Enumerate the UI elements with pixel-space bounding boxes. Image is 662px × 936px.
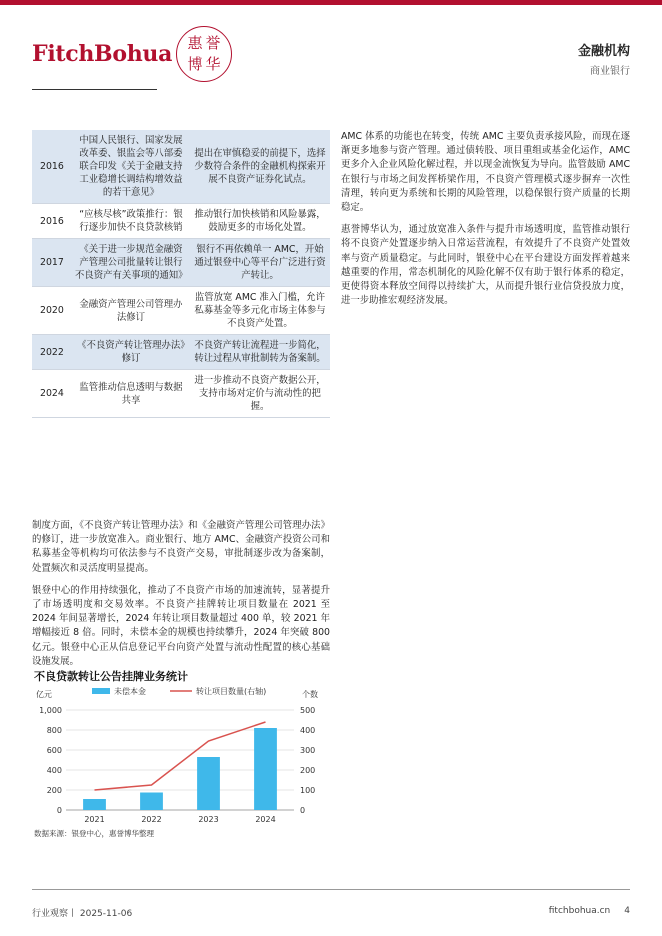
policy-timeline-table xyxy=(32,130,330,418)
legend-label: 转让项目数量(右轴) xyxy=(196,687,267,696)
bar xyxy=(197,757,220,810)
y-left-tick-label: 1,000 xyxy=(39,706,62,715)
table-cell-impact: 推动银行加快核销和风险暴露，鼓励更多的市场化处置。 xyxy=(190,204,330,239)
table-cell-year: 2016 xyxy=(32,130,72,204)
header-section xyxy=(578,40,630,77)
table-cell-year: 2016 xyxy=(32,204,72,239)
header-title: 金融机构 xyxy=(577,44,630,59)
bar xyxy=(254,728,277,810)
paragraph: AMC 体系的功能也在转变，传统 AMC 主要负责承接风险，而现在逐渐更多地参与资产管理。通过债转股、项目重组或基金化运作，AMC 更多介入企业风险化解过程，并以现金流恢复为导向。监管鼓励 AMC 在银行与市场之间发挥桥梁作用，不良资产管理模式逐步摒弃一次性清理，转向更为系统和长期的风险管理，以稳保银行资产质量的长期稳定。 xyxy=(341,131,630,214)
y-right-tick-label: 0 xyxy=(300,806,306,815)
table-cell-year: 2020 xyxy=(32,287,72,335)
y-right-tick-label: 300 xyxy=(300,746,316,755)
table-cell-year: 2024 xyxy=(32,370,72,418)
table-cell-event: “应核尽核”政策推行：银行逐步加快不良贷款核销 xyxy=(72,204,190,239)
table-cell-impact: 进一步推动不良资产数据公开，支持市场对定价与流动性的把握。 xyxy=(190,370,330,418)
table-cell-event: 《关于进一步规范金融资产管理公司批量转让银行不良资产有关事项的通知》 xyxy=(72,239,190,287)
y-left-tick-label: 200 xyxy=(46,786,62,795)
footer-report-info: 行业观察丨 2025-11-06 xyxy=(32,909,133,919)
left-body-text xyxy=(32,519,330,677)
y-right-unit: 个数 xyxy=(302,690,318,699)
table-cell-year: 2017 xyxy=(32,239,72,287)
top-accent-bar xyxy=(0,0,662,5)
table-row xyxy=(32,204,330,239)
paragraph: 惠誉博华认为，通过放宽准入条件与提升市场透明度，监管推动银行将不良资产处置逐步纳入日常运营流程，有效提升了不良资产处置效率与资产质量稳定。与此同时，银登中心在平台建设方面发挥着越来越重要的作用，常态机制化的风险化解不仅有助于银行体系的稳定，更使得资本释放空间得以持续扩大，从而提升银行业信贷投放力度，进一步助推宏观经济发展。 xyxy=(341,224,630,307)
y-left-tick-label: 0 xyxy=(56,806,62,815)
y-right-tick-label: 400 xyxy=(300,726,316,735)
table-cell-impact: 提出在审慎稳妥的前提下，选择少数符合条件的金融机构探索开展不良资产证券化试点。 xyxy=(190,130,330,204)
y-right-tick-label: 100 xyxy=(300,786,316,795)
y-left-tick-label: 800 xyxy=(46,726,62,735)
y-left-tick-label: 600 xyxy=(46,746,62,755)
x-tick-label: 2022 xyxy=(141,815,162,824)
y-left-unit: 亿元 xyxy=(36,690,52,699)
footer-right xyxy=(549,906,630,916)
table-cell-event: 中国人民银行、国家发展改革委、银监会等八部委联合印发《关于金融支持工业稳增长调结构增效益的若干意见》 xyxy=(72,130,190,204)
chart-source: 数据来源：银登中心，惠誉博华整理 xyxy=(34,829,154,838)
bar xyxy=(83,799,106,810)
line-path xyxy=(95,722,266,790)
x-tick-label: 2021 xyxy=(84,815,105,824)
legend-label: 未偿本金 xyxy=(114,687,146,696)
logo-seal: 惠 誉 博 华 xyxy=(176,26,232,82)
table-cell-event: 监管推动信息透明与数据共享 xyxy=(72,370,190,418)
table-row xyxy=(32,130,330,204)
footer-divider xyxy=(32,889,630,890)
table-cell-event: 金融资产管理公司管理办法修订 xyxy=(72,287,190,335)
table-cell-impact: 不良资产转让流程进一步简化，转让过程从审批制转为备案制。 xyxy=(190,335,330,370)
bar xyxy=(140,793,163,811)
x-tick-label: 2023 xyxy=(198,815,219,824)
fitchbohua-logo xyxy=(32,26,232,82)
header-divider xyxy=(32,89,157,90)
footer-site: fitchbohua.cn xyxy=(548,906,611,916)
table-row xyxy=(32,335,330,370)
chart-line-series xyxy=(95,722,266,790)
paragraph: 制度方面，《不良资产转让管理办法》和《金融资产管理公司管理办法》的修订，进一步放宽准入。商业银行、地方 AMC、金融资产投资公司和私募基金等机构均可依法参与不良资产交易，审批制逐步改为备案制，处置频次和灵活度明显提高。 xyxy=(32,520,330,574)
npl-transfer-chart xyxy=(32,682,332,832)
x-tick-label: 2024 xyxy=(255,815,276,824)
table-cell-year: 2022 xyxy=(32,335,72,370)
table-row xyxy=(32,239,330,287)
header-subtitle: 商业银行 xyxy=(590,66,630,77)
table-row xyxy=(32,370,330,418)
paragraph: 银登中心的作用持续强化，推动了不良资产市场的加速流转，显著提升了市场透明度和交易效率。不良资产挂牌转让项目数量在 2021 至 2024 年间显著增长，2024 年转让项目数量超过 400 单，较 2021 年增幅接近 8 倍。同时，未偿本金的规模也持续攀升，2024 年突破 800 亿元。银登中心正从信息登记平台向资产处置与流动性配置的核心基础设施发展。 xyxy=(32,584,330,667)
chart-title: 不良贷款转让公告挂牌业务统计 xyxy=(34,670,188,683)
y-right-tick-label: 500 xyxy=(300,706,316,715)
legend-swatch-bar xyxy=(92,688,110,694)
y-right-tick-label: 200 xyxy=(300,766,316,775)
chart-legend xyxy=(92,686,266,696)
y-left-tick-label: 400 xyxy=(46,766,62,775)
page-number: 4 xyxy=(624,906,630,916)
logo-text: FitchBohua xyxy=(32,41,173,67)
right-body-text xyxy=(341,130,630,316)
table-row xyxy=(32,287,330,335)
table-cell-impact: 监管放宽 AMC 准入门槛，允许私募基金等多元化市场主体参与不良资产处置。 xyxy=(190,287,330,335)
table-cell-impact: 银行不再依赖单一 AMC，开始通过银登中心等平台广泛进行资产转让。 xyxy=(190,239,330,287)
table-cell-event: 《不良资产转让管理办法》修订 xyxy=(72,335,190,370)
chart-bars xyxy=(83,728,277,810)
